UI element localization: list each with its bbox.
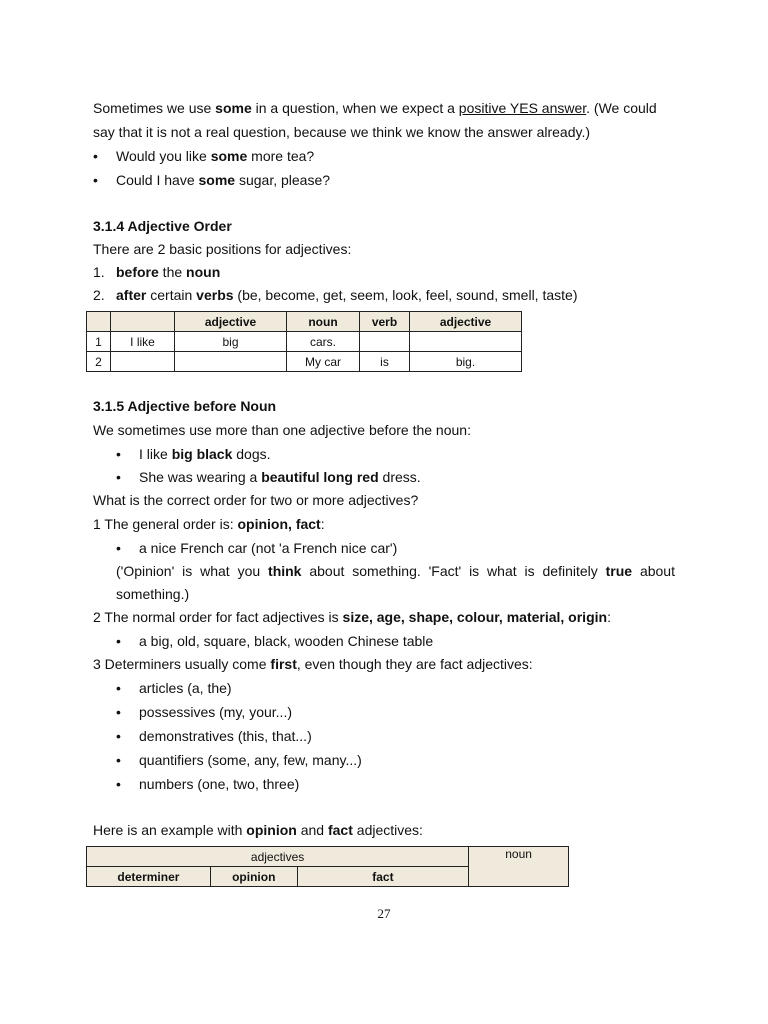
text: sugar, please? — [235, 172, 331, 188]
rule-3 — [93, 655, 533, 673]
bullet-icon: • — [116, 469, 121, 485]
bullet-item — [116, 445, 271, 463]
table-cell — [111, 352, 175, 372]
text: (be, become, get, seem, look, feel, sound, smell, taste) — [233, 287, 578, 303]
text: certain — [146, 287, 197, 303]
bullet-item — [116, 703, 292, 721]
text: . (We could — [586, 100, 657, 116]
bullet-item — [116, 751, 362, 769]
bullet-icon: • — [116, 446, 121, 462]
text: ('Opinion' is what you — [116, 563, 269, 579]
text: , even though they are fact adjectives: — [296, 656, 533, 672]
bullet-item — [116, 679, 232, 697]
intro-line-2: say that it is not a real question, because we think we know the answer already.) — [93, 124, 591, 140]
table-cell: 1 — [87, 332, 111, 352]
bullet-item — [116, 775, 299, 793]
text: 1 The general order is: — [93, 516, 238, 532]
text: numbers (one, two, three) — [139, 776, 300, 792]
intro-line-1 — [93, 99, 657, 117]
bullet-icon: • — [116, 776, 121, 792]
underlined-text: positive YES answer — [458, 100, 587, 116]
rule-1 — [93, 515, 325, 533]
text: a nice French car (not 'a French nice car') — [139, 540, 398, 556]
bullet-icon: • — [116, 728, 121, 744]
bold-text: first — [270, 656, 297, 672]
text: : — [607, 609, 611, 625]
rule-1-note-cont: something.) — [116, 586, 190, 602]
bold-text: think — [268, 563, 302, 579]
table-header-cell: adjective — [175, 312, 287, 332]
bold-text: some — [198, 172, 236, 188]
table-row — [87, 352, 522, 372]
table-cell: big — [175, 332, 287, 352]
bullet-item — [93, 147, 314, 165]
table-cell — [360, 332, 410, 352]
table-cell: My car — [287, 352, 360, 372]
text: 2 The normal order for fact adjectives is — [93, 609, 343, 625]
bullet-icon: • — [116, 704, 121, 720]
table-cell: 2 — [87, 352, 111, 372]
bullet-icon: • — [116, 680, 121, 696]
adjective-order-table — [86, 846, 569, 887]
bullet-item — [93, 171, 330, 189]
text: Sometimes we use — [93, 100, 216, 116]
text: a big, old, square, black, wooden Chinese table — [139, 633, 434, 649]
table-header-row — [87, 312, 522, 332]
bold-text: size, age, shape, colour, material, origin — [342, 609, 608, 625]
bullet-icon: • — [116, 633, 121, 649]
table-header-cell: verb — [360, 312, 410, 332]
text: 3 Determiners usually come — [93, 656, 271, 672]
bold-text: some — [210, 148, 248, 164]
table-cell — [410, 332, 522, 352]
table-header-cell: determiner — [87, 867, 211, 887]
rule-1-note — [116, 560, 675, 582]
bullet-item — [116, 727, 312, 745]
text: demonstratives (this, that...) — [139, 728, 312, 744]
text: and — [296, 822, 328, 838]
text: quantifiers (some, any, few, many...) — [139, 752, 362, 768]
numbered-item — [93, 263, 220, 281]
text: dogs. — [232, 446, 271, 462]
table-header-cell — [87, 312, 111, 332]
bold-text: noun — [186, 264, 221, 280]
table-cell: I like — [111, 332, 175, 352]
section-text: What is the correct order for two or more adjectives? — [93, 492, 419, 508]
bullet-item — [116, 468, 421, 486]
section-heading-3-1-4: 3.1.4 Adjective Order — [93, 218, 232, 234]
section-text: We sometimes use more than one adjective before the noun: — [93, 422, 471, 438]
section-heading-3-1-5: 3.1.5 Adjective before Noun — [93, 398, 277, 414]
table-cell: cars. — [287, 332, 360, 352]
bold-text: verbs — [196, 287, 234, 303]
bold-text: true — [605, 563, 633, 579]
example-intro — [93, 821, 423, 839]
text: adjectives: — [352, 822, 423, 838]
text: about — [632, 563, 675, 579]
table-header-cell: noun — [287, 312, 360, 332]
bullet-icon: • — [116, 752, 121, 768]
table-cell: is — [360, 352, 410, 372]
text: Here is an example with — [93, 822, 247, 838]
text: articles (a, the) — [139, 680, 232, 696]
bold-text: some — [215, 100, 252, 116]
bold-text: before — [116, 264, 159, 280]
text: about something. 'Fact' is what is definitely — [301, 563, 606, 579]
text: I like — [139, 446, 172, 462]
bold-text: fact — [327, 822, 353, 838]
numbered-item — [93, 286, 577, 304]
text: She was wearing a — [139, 469, 262, 485]
text: dress. — [378, 469, 421, 485]
adjective-position-table — [86, 311, 522, 372]
text: the — [158, 264, 187, 280]
table-header-cell: fact — [297, 867, 469, 887]
bullet-icon: • — [93, 148, 98, 164]
bold-text: opinion, fact — [237, 516, 321, 532]
bold-text: beautiful long red — [261, 469, 379, 485]
rule-2 — [93, 608, 611, 626]
text: in a question, when we expect a — [251, 100, 459, 116]
text: possessives (my, your...) — [139, 704, 293, 720]
table-row — [87, 332, 522, 352]
table-header-row — [87, 847, 569, 867]
table-header-cell: adjective — [410, 312, 522, 332]
table-cell: big. — [410, 352, 522, 372]
bold-text: after — [116, 287, 147, 303]
bold-text: big black — [171, 446, 233, 462]
section-text: There are 2 basic positions for adjectives: — [93, 241, 352, 257]
text: : — [320, 516, 325, 532]
bullet-item — [116, 632, 433, 650]
table-header-cell — [111, 312, 175, 332]
bullet-icon: • — [116, 540, 121, 556]
text: Could I have — [116, 172, 199, 188]
page-number: 27 — [377, 906, 391, 921]
table-header-cell: noun — [469, 847, 569, 887]
bold-text: opinion — [246, 822, 297, 838]
table-header-cell: opinion — [210, 867, 297, 887]
table-cell — [175, 352, 287, 372]
text: Would you like — [116, 148, 211, 164]
bullet-icon: • — [93, 172, 98, 188]
item-number: 2. — [93, 287, 105, 303]
table-header-cell: adjectives — [87, 847, 469, 867]
item-number: 1. — [93, 264, 105, 280]
text: more tea? — [247, 148, 315, 164]
bullet-item — [116, 539, 397, 557]
